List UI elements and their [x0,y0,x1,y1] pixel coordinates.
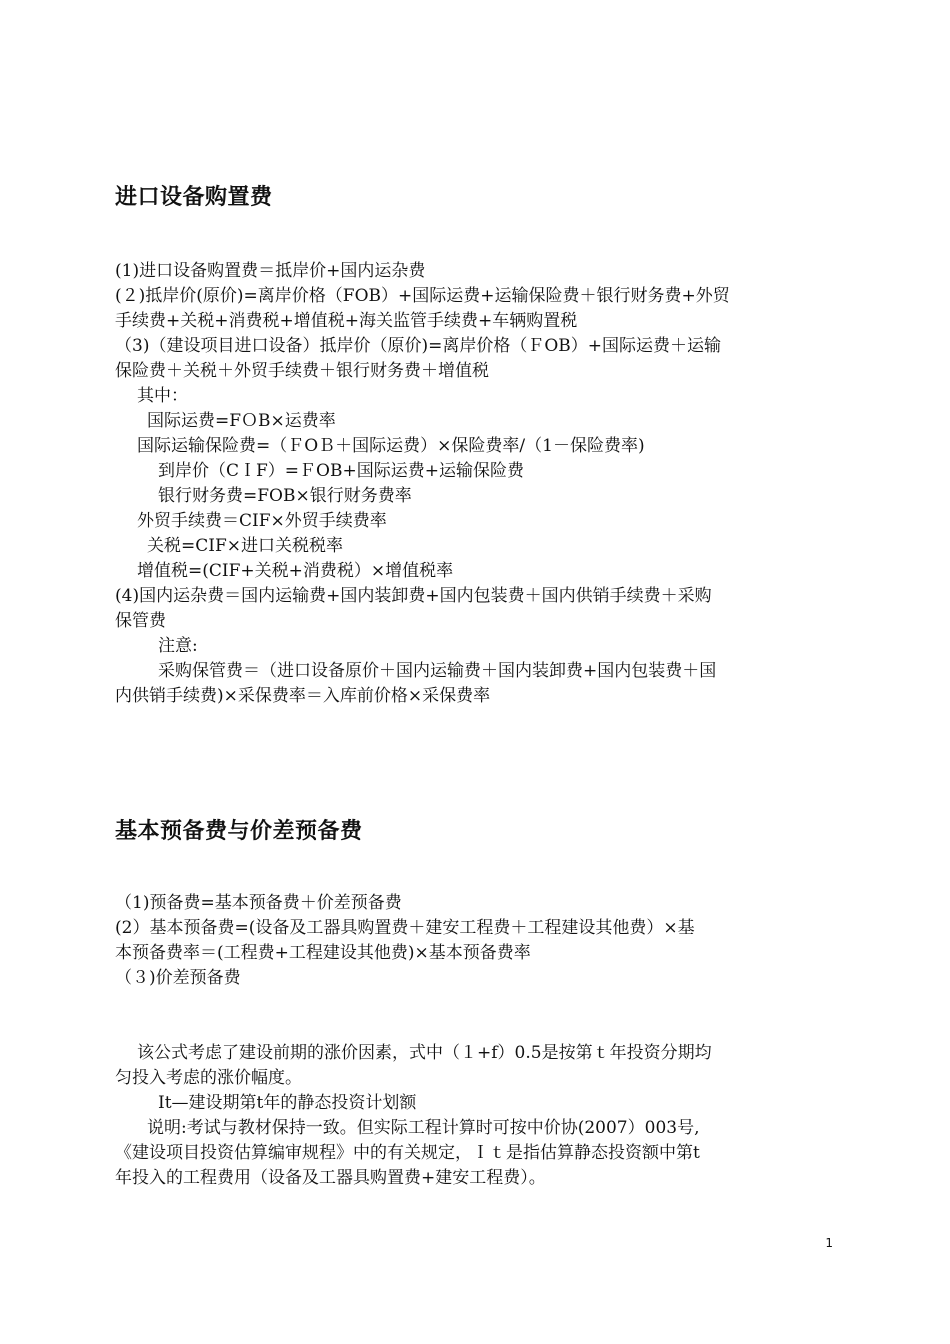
formula-line: 关税=CIF×进口关税税率 [147,536,344,556]
text-line: 注意: [158,636,198,656]
text-line: (2）基本预备费=(设备及工器具购置费＋建安工程费＋工程建设其他费）×基 [115,918,695,938]
text-line: （3)（建设项目进口设备）抵岸价（原价)=离岸价格（ＦOB）+国际运费＋运输 [115,336,721,356]
text-line: 内供销手续费)×采保费率＝入库前价格×采保费率 [115,686,491,706]
text-line: （３)价差预备费 [115,968,241,988]
text-line: (２)抵岸价(原价)=离岸价格（FOB）+国际运费+运输保险费＋银行财务费+外贸 [115,286,730,306]
formula-line: 到岸价（CＩF）=ＦOB+国际运费+运输保险费 [158,461,524,481]
text-line: （1)预备费=基本预备费＋价差预备费 [115,893,402,913]
formula-line: 国际运费=FＯB×运费率 [147,411,336,431]
formula-line: 增值税=(CIF+关税+消费税）×增值税率 [137,561,454,581]
formula-line: 外贸手续费＝CIF×外贸手续费率 [137,511,387,531]
text-line: 匀投入考虑的涨价幅度。 [115,1068,302,1088]
text-line: 其中： [137,386,188,406]
text-line: (1)进口设备购置费＝抵岸价+国内运杂费 [115,261,426,281]
text-line: 《建设项目投资估算编审规程》中的有关规定，Ｉｔ是指估算静态投资额中第t [115,1143,700,1163]
text-line: (4)国内运杂费＝国内运输费+国内装卸费+国内包装费＋国内供销手续费＋采购 [115,586,712,606]
formula-line: 国际运输保险费=（ＦOＢ＋国际运费）×保险费率/（1－保险费率) [137,436,645,456]
text-line: 保管费 [115,611,166,631]
text-line: 年投入的工程费用（设备及工器具购置费+建安工程费）。 [115,1168,546,1188]
text-line: 保险费＋关税＋外贸手续费＋银行财务费＋增值税 [115,361,489,381]
formula-line: 银行财务费=FOB×银行财务费率 [158,486,412,506]
text-line: 说明:考试与教材保持一致。但实际工程计算时可按中价协(2007）003号, [147,1118,700,1138]
text-line: 手续费+关税+消费税+增值税+海关监管手续费+车辆购置税 [115,311,578,331]
text-line: 本预备费率＝(工程费+工程建设其他费)×基本预备费率 [115,943,531,963]
section-heading-import-equipment: 进口设备购置费 [115,185,273,210]
text-line: 该公式考虑了建设前期的涨价因素，式中（１+f）0.5是按第ｔ年投资分期均 [137,1043,712,1063]
text-line: 采购保管费＝（进口设备原价＋国内运输费＋国内装卸费+国内包装费＋国 [158,661,717,681]
text-line: It—建设期第t年的静态投资计划额 [158,1093,417,1113]
page-number: 1 [825,1236,833,1250]
section-heading-reserve-fees: 基本预备费与价差预备费 [115,819,363,844]
